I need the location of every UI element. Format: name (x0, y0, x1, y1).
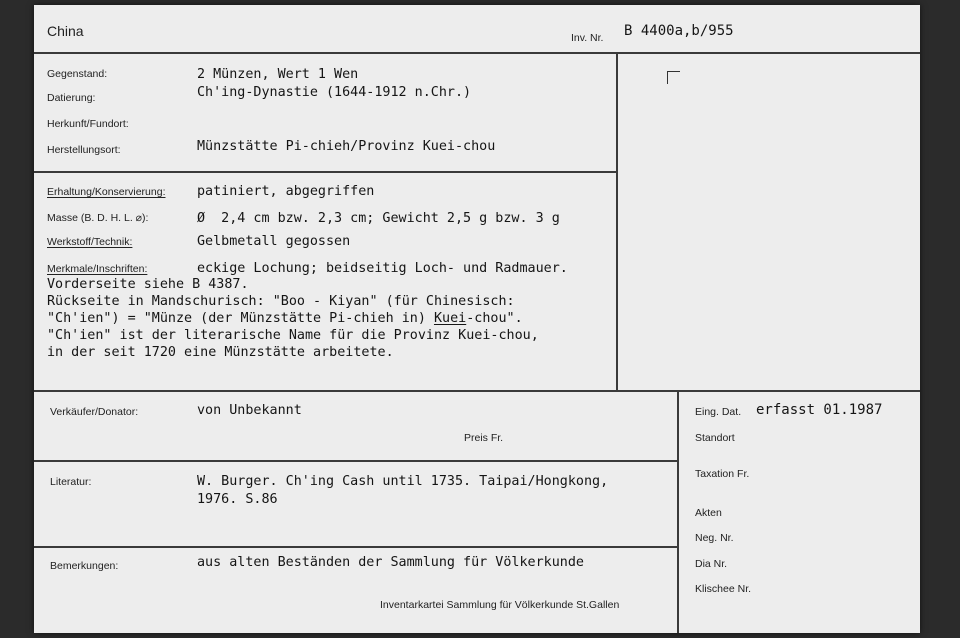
verkaeufer-label: Verkäufer/Donator: (50, 406, 139, 418)
preis-label: Preis Fr. (464, 432, 504, 444)
neg-nr-label: Neg. Nr. (695, 532, 734, 544)
merkmale-line-4-underlined: Kuei (433, 311, 467, 326)
literatur-line-1: W. Burger. Ch'ing Cash until 1735. Taipai/Hongkong, (197, 474, 609, 489)
herstellungsort-value: Münzstätte Pi-chieh/Provinz Kuei-chou (197, 139, 496, 154)
description-section-divider (34, 390, 920, 392)
gegenstand-value: 2 Münzen, Wert 1 Wen (197, 67, 359, 82)
datierung-label: Datierung: (47, 92, 96, 104)
merkmale-label: Merkmale/Inschriften: (47, 263, 148, 275)
standort-label: Standort (695, 432, 735, 444)
header-divider (34, 52, 920, 54)
eing-dat-label: Eing. Dat. (695, 406, 742, 418)
werkstoff-value: Gelbmetall gegossen (197, 234, 351, 249)
werkstoff-label: Werkstoff/Technik: (47, 236, 133, 248)
literature-divider (34, 546, 679, 548)
right-column-divider (677, 390, 679, 633)
dia-nr-label: Dia Nr. (695, 558, 728, 570)
akten-label: Akten (695, 507, 722, 519)
image-box-divider (616, 52, 618, 392)
merkmale-line-2: Vorderseite siehe B 4387. (47, 277, 249, 292)
catalog-card (34, 5, 920, 633)
verkaeufer-value: von Unbekannt (197, 403, 302, 418)
herkunft-label: Herkunft/Fundort: (47, 118, 129, 130)
country-label: China (47, 23, 84, 39)
bemerkungen-value: aus alten Beständen der Sammlung für Völkerkunde (197, 555, 584, 570)
image-corner-mark (667, 71, 680, 84)
masse-value: Ø 2,4 cm bzw. 2,3 cm; Gewicht 2,5 g bzw. 3 g (197, 211, 560, 226)
merkmale-line-3: Rückseite in Mandschurisch: "Boo - Kiyan" (für Chinesisch: (47, 294, 515, 309)
taxation-label: Taxation Fr. (695, 468, 750, 480)
merkmale-line-4 (47, 311, 523, 326)
erhaltung-value: patiniert, abgegriffen (197, 184, 375, 199)
erhaltung-label: Erhaltung/Konservierung: (47, 186, 166, 198)
inventory-number-value: B 4400a,b/955 (624, 23, 734, 39)
eing-dat-value: erfasst 01.1987 (756, 402, 883, 418)
gegenstand-label: Gegenstand: (47, 68, 108, 80)
merkmale-line-5: "Ch'ien" ist der literarische Name für die Provinz Kuei-chou, (47, 328, 539, 343)
merkmale-line-1: eckige Lochung; beidseitig Loch- und Radmauer. (197, 261, 568, 276)
acquisition-divider (34, 460, 679, 462)
literatur-label: Literatur: (50, 476, 92, 488)
masse-label: Masse (B. D. H. L. ⌀): (47, 212, 149, 224)
merkmale-line-4-start: "Ch'ien") = "Münze (der Münzstätte Pi-chieh in) (47, 311, 434, 326)
herstellungsort-label: Herstellungsort: (47, 144, 121, 156)
footer-imprint: Inventarkartei Sammlung für Völkerkunde St.Gallen (380, 599, 620, 611)
klischee-nr-label: Klischee Nr. (695, 583, 752, 595)
inventory-number-label: Inv. Nr. (571, 32, 604, 44)
merkmale-line-4-end: -chou". (466, 311, 523, 326)
object-section-divider (34, 171, 618, 173)
merkmale-line-6: in der seit 1720 eine Münzstätte arbeitete. (47, 345, 394, 360)
literatur-line-2: 1976. S.86 (197, 492, 278, 507)
bemerkungen-label: Bemerkungen: (50, 560, 119, 572)
datierung-value: Ch'ing-Dynastie (1644-1912 n.Chr.) (197, 85, 472, 100)
